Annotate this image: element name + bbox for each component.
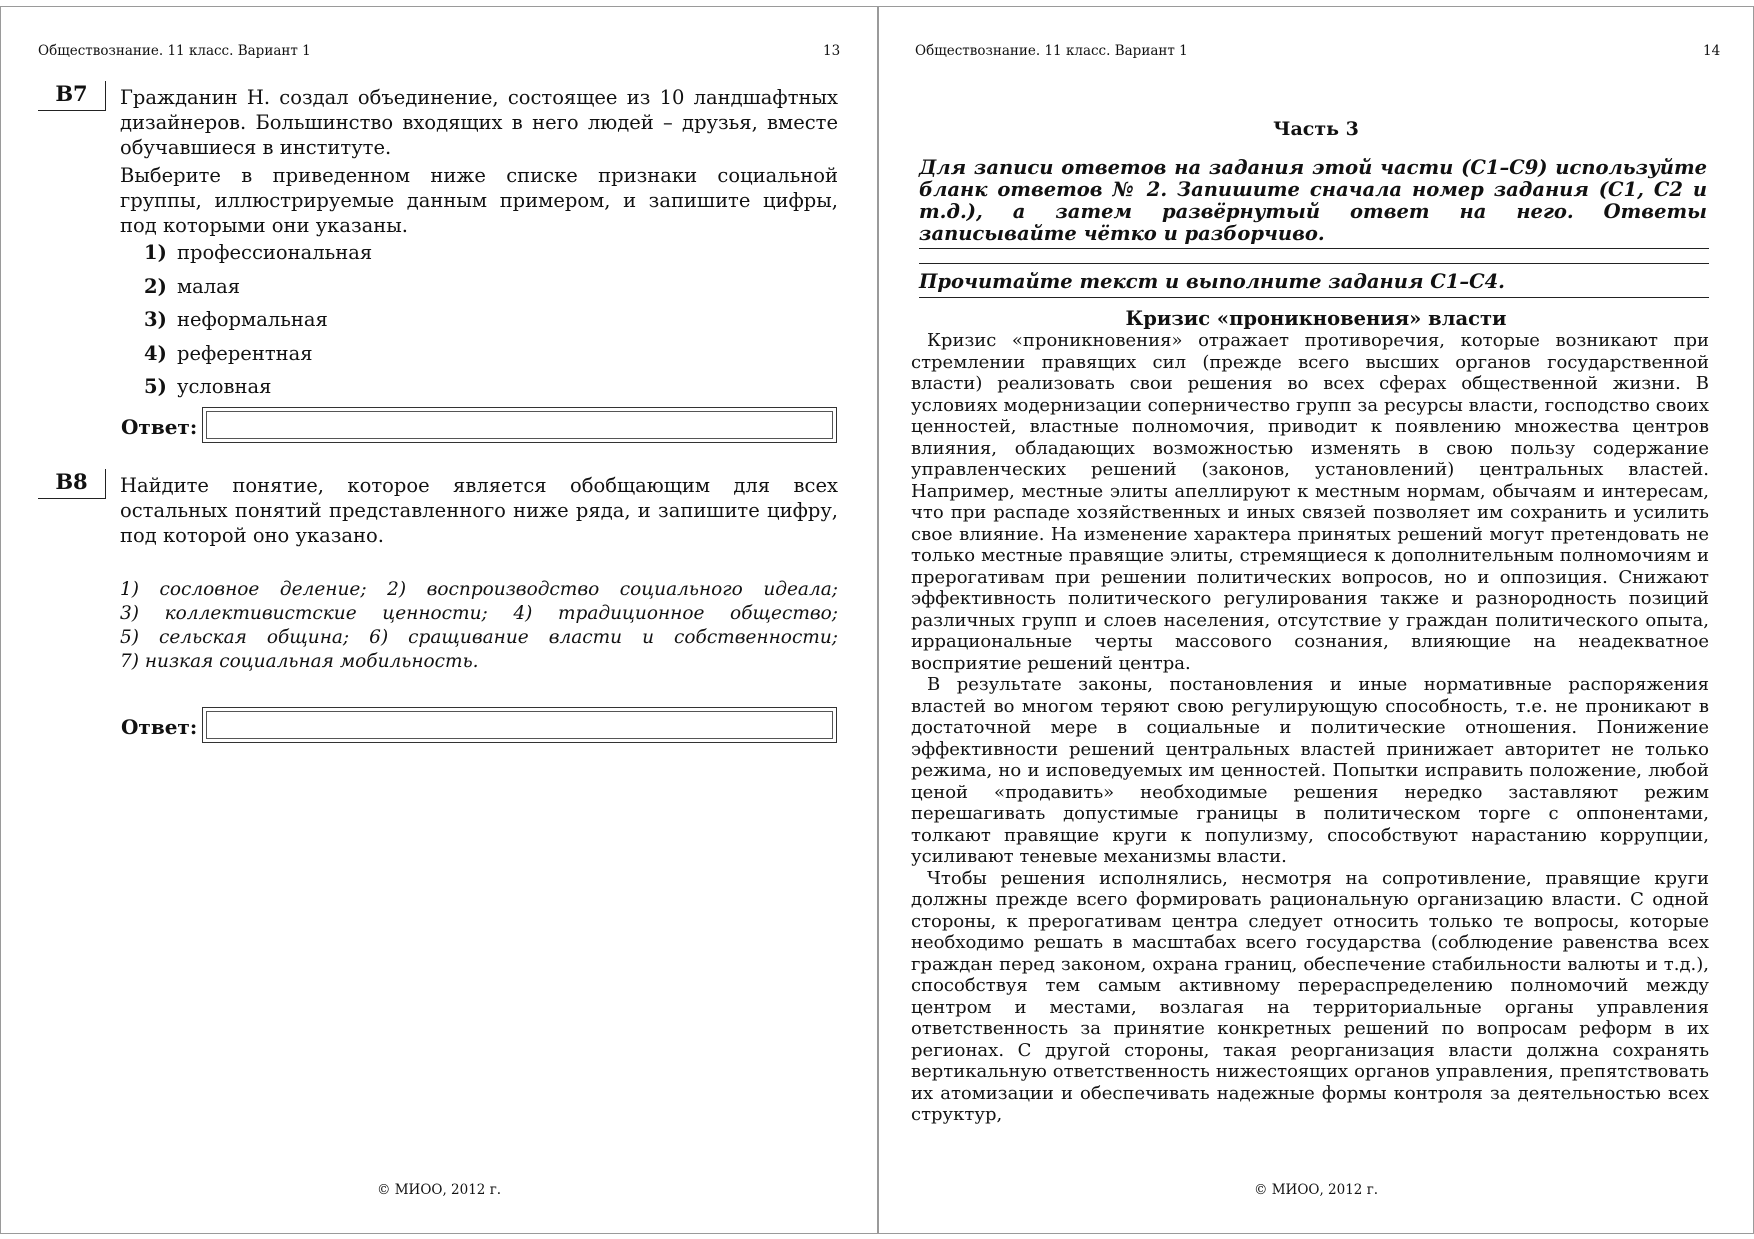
divider — [919, 263, 1709, 264]
page-number: 13 — [823, 43, 841, 59]
article-body — [911, 330, 1709, 1126]
part-instructions: Для записи ответов на задания этой части (С1–С9) используйте бланк ответов № 2. Запишите сначала номер задания (С1, С2 и т.д.), а затем развёрнутый ответ на него. Ответы записывайте чётко и разборчиво. — [919, 156, 1707, 245]
answer-label-b8: Ответ: — [121, 715, 198, 739]
series-line: 7) низкая социальная мобильность. — [120, 651, 479, 672]
option-item: 2) малая — [144, 274, 241, 298]
page-header: Обществознание. 11 класс. Вариант 1 — [38, 43, 311, 59]
series-line: 5) сельская община; 6) сращивание власти и собственности; — [120, 627, 838, 648]
option-item: 5) условная — [144, 375, 272, 398]
answer-label-b7: Ответ: — [121, 415, 198, 439]
page-footer: © МИОО, 2012 г. — [376, 1182, 502, 1198]
option-item: 1) профессиональная — [144, 241, 373, 264]
page-header: Обществознание. 11 класс. Вариант 1 — [915, 43, 1188, 59]
option-item: 3) неформальная — [144, 308, 328, 331]
page-footer: © МИОО, 2012 г. — [1253, 1182, 1379, 1198]
task-b8-series — [120, 578, 838, 674]
series-line: 1) сословное деление; 2) воспроизводство социального идеала; — [120, 579, 838, 600]
answer-field-b7[interactable] — [202, 407, 837, 443]
task-b7-instruction: Выберите в приведенном ниже списке признаки социальной группы, иллюстрируемые данным примером, и запишите цифры, под которыми они указаны. — [120, 164, 838, 237]
page-14 — [878, 6, 1754, 1234]
task-b8-text: Найдите понятие, которое является обобщающим для всех остальных понятий представленного ниже ряда, и запишите цифру, под которой оно указано. — [120, 474, 838, 547]
task-number-b8: B8 — [38, 469, 106, 499]
read-prompt: Прочитайте текст и выполните задания С1–С4. — [919, 270, 1505, 293]
option-item: 4) референтная — [144, 341, 313, 365]
page-number: 14 — [1703, 43, 1721, 59]
answer-field-b8[interactable] — [202, 707, 837, 743]
task-b7-text — [120, 85, 838, 238]
series-line: 3) коллективистские ценности; 4) традиционное общество; — [120, 603, 838, 624]
task-number-b7: B7 — [38, 81, 106, 111]
divider — [919, 297, 1709, 298]
task-b7-options — [144, 241, 372, 409]
page-13 — [0, 6, 878, 1234]
divider — [919, 248, 1709, 249]
article-paragraph: В результате законы, постановления и иные нормативные распоряжения властей во многом теряют свою регулирующую способность, т.е. не проникают в достаточной мере в социальные и политические отношения. Понижение эффективности решений центральных властей принижает авторитет не только режима, но и исповедуемых им ценностей. Попытки исправить положение, любой ценой «продавить» необходимые решения нередко заставляют режим перешагивать допустимые границы в политическом торге с оппонентами, толкают правящие круги к популизму, способствуют нарастанию коррупции, усиливают теневые механизмы власти. — [911, 674, 1709, 867]
article-paragraph: Кризис «проникновения» отражает противоречия, которые возникают при стремлении правящих сил (прежде всего высших органов государственной власти) реализовать свои решения во всех сферах общественной жизни. В условиях модернизации соперничество групп за ресурсы власти, господство своих ценностей, властные полномочия, приводит к появлению множества центров влияния, обладающих возможностью изменять в свою пользу содержание управленческих решений (законов, установлений) центральных властей. Например, местные элиты апеллируют к местным нормам, обычаям и интересам, что при распаде хозяйственных и иных связей позволяет им сохранить и усилить свое влияние. На изменение характера принятых решений могут претендовать не только местные правящие элиты, стремящиеся к дополнительным полномочиям и прерогативам при решении политических вопросов, но и оппозиция. Снижают эффективность политического регулирования также и разнородность позиций различных групп и слоев населения, отсутствие у граждан политического опыта, иррациональные черты массового сознания, влияющие на неадекватное восприятие решений центра. — [911, 330, 1709, 674]
article-paragraph: Чтобы решения исполнялись, несмотря на сопротивление, правящие круги должны прежде всего формировать рациональную организацию власти. С одной стороны, к прерогативам центра следует относить только те вопросы, которые необходимо решать в масштабах всего государства (соблюдение равенства всех граждан перед законом, охрана границ, обеспечение стабильности валюты и т.д.), способствуя тем самым активному перераспределению полномочий между центром и местами, возлагая на территориальные органы управления ответственность за принятие конкретных решений по вопросам реформ в их регионах. С другой стороны, такая реорганизация власти должна сохранять вертикальную ответственность нижестоящих органов управления, препятствовать их атомизации и обеспечивать надежные формы контроля за деятельностью всех структур, — [911, 867, 1709, 1125]
task-b7-condition: Гражданин Н. создал объединение, состоящее из 10 ландшафтных дизайнеров. Большинство входящих в него людей – друзья, вместе обучавшиеся в институте. — [120, 86, 838, 159]
article-title: Кризис «проникновения» власти — [1125, 307, 1507, 330]
part-title: Часть 3 — [1273, 118, 1359, 140]
